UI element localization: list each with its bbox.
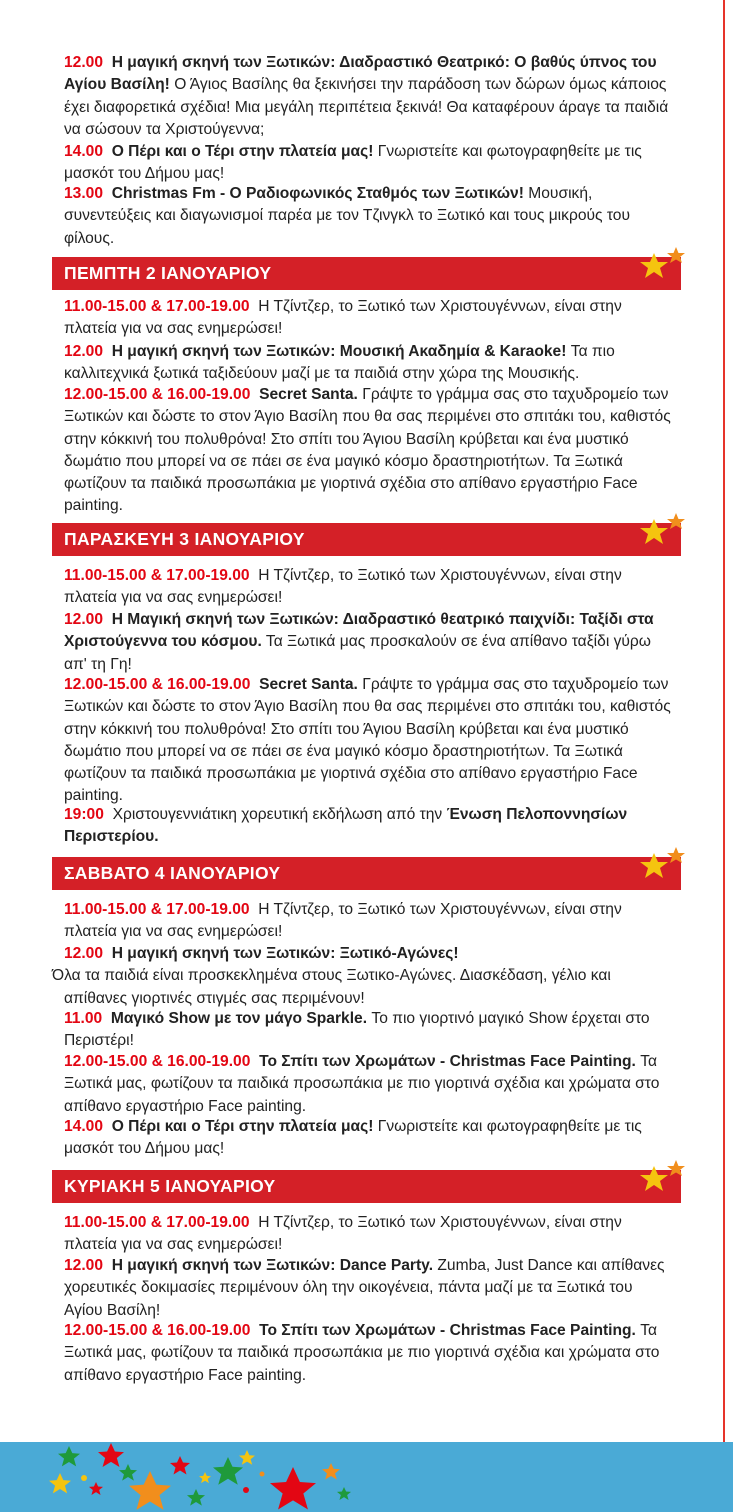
- event-description: Η Τζίντζερ, το Ξωτικό των Χριστουγέννων, είναι στην πλατεία για να σας ενημερώσει!: [64, 901, 622, 941]
- stars-icon: [638, 245, 686, 293]
- event-description: Τα Ξωτικά μας, φωτίζουν τα παιδικά προσωπάκια με πιο γιορτινά σχέδια και χρώματα στο απίθανο εργαστήριο Face painting.: [64, 1053, 660, 1115]
- event-entry: [64, 899, 672, 944]
- event-entry: [64, 1212, 672, 1257]
- stars-icon: [638, 845, 686, 893]
- day-title: ΣΑΒΒΑΤΟ 4 ΙΑΝΟΥΑΡΙΟΥ: [64, 863, 281, 883]
- day-banner-sunday: [52, 1170, 681, 1203]
- event-entry: [64, 1255, 672, 1322]
- right-edge-line: [723, 0, 725, 1442]
- event-time: 12.00: [64, 54, 104, 71]
- event-time: 12.00: [64, 343, 104, 360]
- event-title: Secret Santa.: [259, 386, 358, 403]
- event-entry: [64, 1320, 672, 1387]
- event-title: Το Σπίτι των Χρωμάτων - Christmas Face Painting.: [259, 1322, 636, 1339]
- event-description: Μουσική, συνεντεύξεις και διαγωνισμοί παρέα με τον Τζινγκλ το Ξωτικό και τους μικρούς του φίλους.: [64, 185, 631, 247]
- event-time: 11.00-15.00 & 17.00-19.00: [64, 567, 250, 584]
- event-time: 12.00-15.00 & 16.00-19.00: [64, 1053, 251, 1070]
- star-cluster-icon: [0, 1422, 733, 1512]
- event-entry: [64, 1051, 672, 1118]
- event-description: Τα πιο καλλιτεχνικά ξωτικά ταξιδεύουν μαζί με τα παιδιά στην χώρα της Μουσικής.: [64, 343, 615, 383]
- event-title: Η μαγική σκηνή των Ξωτικών: Ξωτικό-Αγώνες!: [111, 945, 459, 962]
- event-time: 11.00: [64, 1010, 103, 1027]
- event-title: Η μαγική σκηνή των Ξωτικών: Μουσική Ακαδημία & Karaoke!: [111, 343, 567, 360]
- event-title: Ο Πέρι και ο Τέρι στην πλατεία μας!: [111, 143, 374, 160]
- event-description: Τα Ξωτικά μας, φωτίζουν τα παιδικά προσωπάκια με πιο γιορτινά σχέδια και χρώματα στο απίθανο εργαστήριο Face painting.: [64, 1322, 660, 1384]
- event-entry: [64, 141, 672, 186]
- event-time: 12.00-15.00 & 16.00-19.00: [64, 676, 251, 693]
- event-title: Secret Santa.: [259, 676, 358, 693]
- event-time: 12.00: [64, 1257, 104, 1274]
- event-title: Η μαγική σκηνή των Ξωτικών: Dance Party.: [111, 1257, 434, 1274]
- event-description: Η Τζίντζερ, το Ξωτικό των Χριστουγέννων, είναι στην πλατεία για να σας ενημερώσει!: [64, 567, 622, 607]
- event-time: 14.00: [64, 1118, 104, 1135]
- day-banner-thursday: [52, 257, 681, 290]
- event-title: Ο Πέρι και ο Τέρι στην πλατεία μας!: [111, 1118, 374, 1135]
- event-entry: [64, 609, 672, 676]
- event-description: Zumba, Just Dance και απίθανες χορευτικές δοκιμασίες περιμένουν όλη την οικογένεια, πάντα μαζί με τα Ξωτικά του Αγίου Βασίλη!: [64, 1257, 665, 1319]
- stars-icon: [638, 1158, 686, 1206]
- event-time: 19:00: [64, 806, 104, 823]
- event-entry: [64, 341, 672, 386]
- event-entry: [64, 296, 672, 341]
- stars-icon: [638, 511, 686, 559]
- event-entry: [64, 384, 672, 518]
- event-title: Η Μαγική σκηνή των Ξωτικών: Διαδραστικό θεατρικό παιχνίδι: Ταξίδι στα Χριστούγεννα του κόσμου.: [64, 611, 654, 651]
- event-title: Ένωση Πελοποννησίων Περιστερίου.: [64, 806, 628, 846]
- event-entry: [64, 565, 672, 610]
- event-entry: [64, 1116, 672, 1161]
- day-title: ΠΕΜΠΤΗ 2 ΙΑΝΟΥΑΡΙΟΥ: [64, 263, 272, 283]
- event-description: Γνωριστείτε και φωτογραφηθείτε με τις μασκότ του Δήμου μας!: [64, 143, 642, 183]
- event-time: 12.00-15.00 & 16.00-19.00: [64, 1322, 251, 1339]
- event-entry: [64, 804, 672, 849]
- footer-band: [0, 1442, 733, 1512]
- day-title: ΚΥΡΙΑΚΗ 5 ΙΑΝΟΥΑΡΙΟΥ: [64, 1176, 276, 1196]
- event-entry: [64, 183, 672, 250]
- event-title: Η μαγική σκηνή των Ξωτικών: Διαδραστικό Θεατρικό: Ο βαθύς ύπνος του Αγίου Βασίλη!: [64, 54, 657, 94]
- event-title: Μαγικό Show με τον μάγο Sparkle.: [110, 1010, 368, 1027]
- day-title: ΠΑΡΑΣΚΕΥΗ 3 ΙΑΝΟΥΑΡΙΟΥ: [64, 529, 305, 549]
- event-time: 14.00: [64, 143, 104, 160]
- event-description: Γνωριστείτε και φωτογραφηθείτε με τις μασκότ του Δήμου μας!: [64, 1118, 642, 1158]
- event-time: 13.00: [64, 185, 104, 202]
- event-description: Γράψτε το γράμμα σας στο ταχυδρομείο των Ξωτικών και δώστε το στον Άγιο Βασίλη που θα σας περιμένει στο σπιτάκι του, καθιστός στην κόκκινή του πολυθρόνα! Στο σπίτι του Άγιου Βασίλη κρύβεται και ένα μυστικό δωμάτιο που μπορεί να σε πάει σε ένα μαγικό κόσμο δραστηριοτήτων. Τα Ξωτικά φωτίζουν τα παιδικά προσωπάκια με γιορτινά σχέδια στο απίθανο εργαστήριο Face painting.: [64, 676, 671, 805]
- day-banner-friday: [52, 523, 681, 556]
- event-entry: [64, 674, 672, 808]
- event-description: Ο Άγιος Βασίλης θα ξεκινήσει την παράδοση των δώρων όμως κάποιος έχει διαφορετικά σχέδια! Μια μεγάλη περιπέτεια ξεκινά! Θα καταφέρουν άραγε τα παιδιά να σώσουν τα Χριστούγεννα;: [64, 76, 669, 138]
- event-description: Χριστουγεννιάτικη χορευτική εκδήλωση από την: [112, 806, 443, 823]
- event-description: Η Τζίντζερ, το Ξωτικό των Χριστουγέννων, είναι στην πλατεία για να σας ενημερώσει!: [64, 298, 622, 338]
- event-entry: [52, 943, 672, 1010]
- event-description: Όλα τα παιδιά είναι προσκεκλημένα στους Ξωτικο-Αγώνες. Διασκέδαση, γέλιο και απίθανες γιορτινές στιγμές σας περιμένουν!: [52, 967, 611, 1007]
- event-description: Γράψτε το γράμμα σας στο ταχυδρομείο των Ξωτικών και δώστε το στον Άγιο Βασίλη που θα σας περιμένει στο σπιτάκι του, καθιστός στην κόκκινή του πολυθρόνα! Στο σπίτι του Άγιου Βασίλη κρύβεται και ένα μυστικό δωμάτιο που μπορεί να σε πάει σε ένα μαγικό κόσμο δραστηριοτήτων. Τα Ξωτικά φωτίζουν τα παιδικά προσωπάκια με γιορτινά σχέδια στο απίθανο εργαστήριο Face painting.: [64, 386, 671, 515]
- event-entry: [64, 1008, 672, 1053]
- event-description: Τα Ξωτικά μας προσκαλούν σε ένα απίθανο ταξίδι γύρω απ' τη Γη!: [64, 633, 651, 673]
- event-entry: [64, 52, 672, 141]
- event-time: 12.00: [64, 611, 104, 628]
- day-banner-saturday: [52, 857, 681, 890]
- event-time: 12.00-15.00 & 16.00-19.00: [64, 386, 251, 403]
- event-description: Η Τζίντζερ, το Ξωτικό των Χριστουγέννων, είναι στην πλατεία για να σας ενημερώσει!: [64, 1214, 622, 1254]
- event-description: Το πιο γιορτινό μαγικό Show έρχεται στο Περιστέρι!: [64, 1010, 650, 1050]
- event-time: 11.00-15.00 & 17.00-19.00: [64, 1214, 250, 1231]
- event-title: Christmas Fm - Ο Ραδιοφωνικός Σταθμός των Ξωτικών!: [111, 185, 524, 202]
- event-title: Το Σπίτι των Χρωμάτων - Christmas Face Painting.: [259, 1053, 636, 1070]
- event-time: 11.00-15.00 & 17.00-19.00: [64, 298, 250, 315]
- event-time: 12.00: [64, 945, 104, 962]
- event-time: 11.00-15.00 & 17.00-19.00: [64, 901, 250, 918]
